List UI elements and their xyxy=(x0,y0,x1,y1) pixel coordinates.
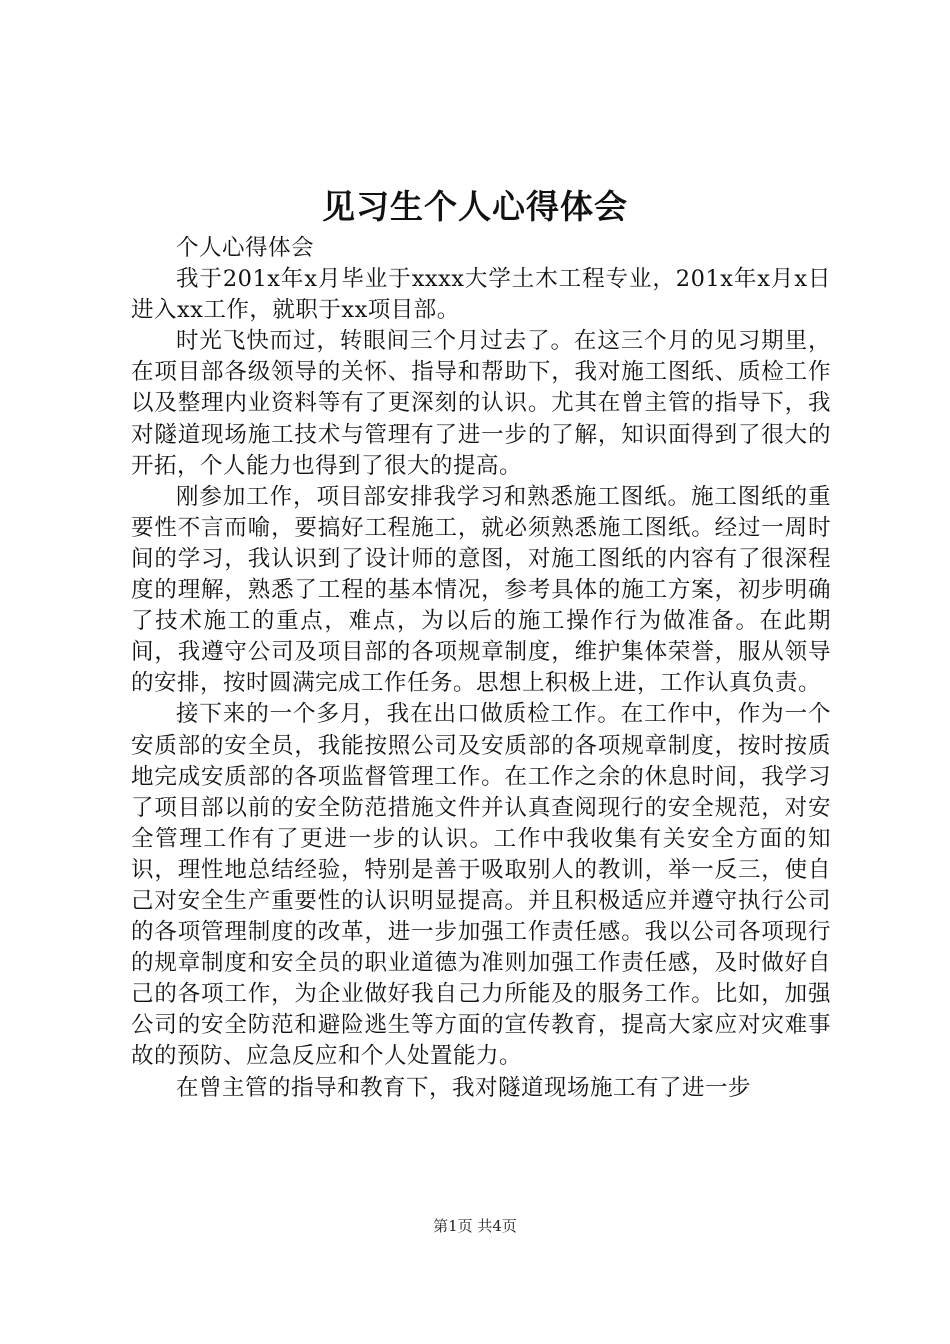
page-number-footer: 第1页 共4页 xyxy=(433,1217,517,1235)
document-title: 见习生个人心得体会 xyxy=(322,187,628,226)
paragraph-intro: 我于201x年x月毕业于xxxx大学土木工程专业，201x年x月x日进入xx工作，就职于xx项目部。 xyxy=(131,266,831,324)
paragraph-heading: 个人心得体会 xyxy=(176,235,315,261)
paragraph-drawings-study: 刚参加工作，项目部安排我学习和熟悉施工图纸。施工图纸的重要性不言而喻，要搞好工程施工，就必须熟悉施工图纸。经过一周时间的学习，我认识到了设计师的意图，对施工图纸的内容有了很深程度的理解，熟悉了工程的基本情况，参考具体的施工方案，初步明确了技术施工的重点，难点，为以后的施工操作行为做准备。在此期间，我遵守公司及项目部的各项规章制度，维护集体荣誉，服从领导的安排，按时圆满完成工作任务。思想上积极上进，工作认真负责。 xyxy=(131,483,831,697)
document-body xyxy=(131,233,831,1104)
paragraph-tunnel-guidance: 在曾主管的指导和教育下，我对隧道现场施工有了进一步 xyxy=(176,1074,752,1101)
paragraph-quality-safety-work: 接下来的一个多月，我在出口做质检工作。在工作中，作为一个安质部的安全员，我能按照公司及安质部的各项规章制度，按时按质地完成安质部的各项监督管理工作。在工作之余的休息时间，我学习了项目部以前的安全防范措施文件并认真查阅现行的安全规范，对安全管理工作有了更进一步的认识。工作中我收集有关安全方面的知识，理性地总结经验，特别是善于吸取别人的教训，举一反三，使自己对安全生产重要性的认识明显提高。并且积极适应并遵守执行公司的各项管理制度的改革，进一步加强工作责任感。我以公司各项现行的规章制度和安全员的职业道德为准则加强工作责任感，及时做好自己的各项工作，为企业做好我自己力所能及的服务工作。比如，加强公司的安全防范和避险逃生等方面的宣传教育，提高大家应对灾难事故的预防、应急反应和个人处置能力。 xyxy=(131,701,831,1070)
paragraph-internship-overview: 时光飞快而过，转眼间三个月过去了。在这三个月的见习期里，在项目部各级领导的关怀、指导和帮助下，我对施工图纸、质检工作以及整理内业资料等有了更深刻的认识。尤其在曾主管的指导下，我对隧道现场施工技术与管理有了进一步的了解，知识面得到了很大的开拓，个人能力也得到了很大的提高。 xyxy=(131,328,831,479)
